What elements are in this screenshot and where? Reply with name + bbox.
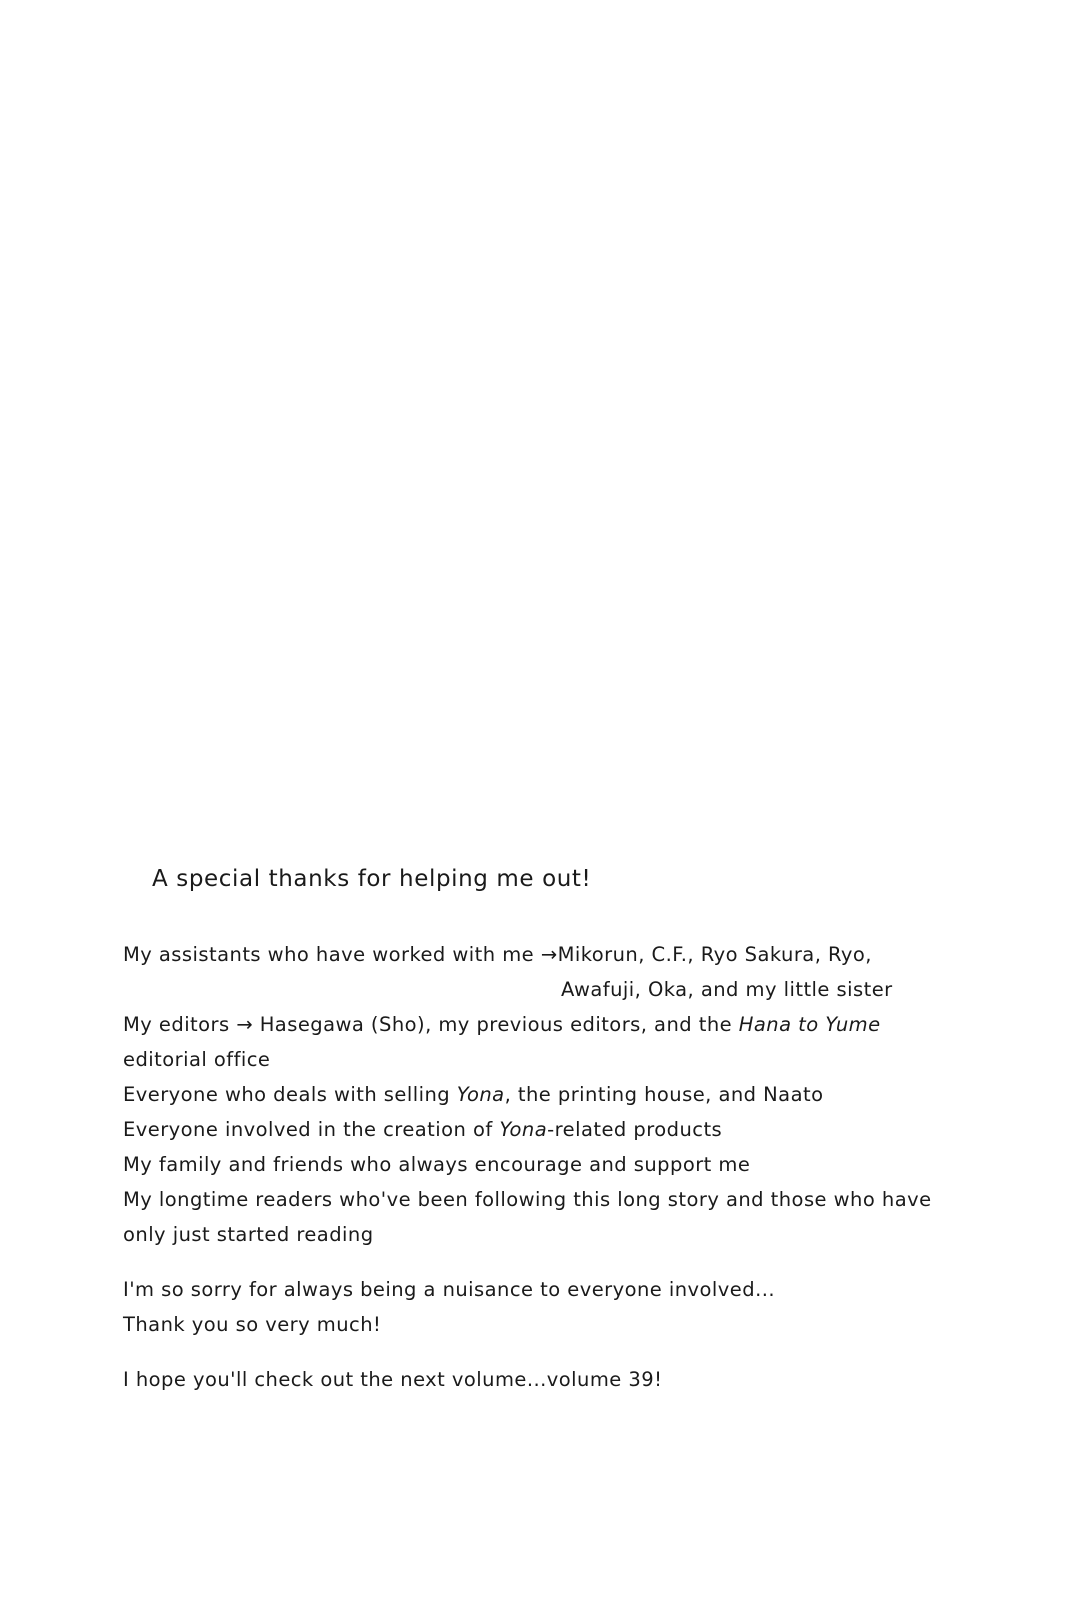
apology-text	[123, 1272, 923, 1342]
credit-products-part-1: Everyone involved in the creation of	[123, 1118, 500, 1141]
closing-text	[123, 1362, 923, 1397]
credit-sellers-part-2: , the printing house, and Naato	[504, 1083, 824, 1106]
credit-products-part-2: -related products	[547, 1118, 723, 1141]
series-title: Yona	[499, 1118, 548, 1141]
credit-sellers-part-1: Everyone who deals with selling	[123, 1083, 457, 1106]
magazine-title: Hana to Yume	[738, 1013, 881, 1036]
credit-readers-line-2: only just started reading	[123, 1223, 374, 1246]
credits-list	[123, 937, 932, 1252]
credit-family: My family and friends who always encourage and support me	[123, 1153, 751, 1176]
apology-line-1: I'm so sorry for always being a nuisance to everyone involved...	[123, 1278, 776, 1301]
credit-readers-line-1: My longtime readers who've been following this long story and those who have	[123, 1188, 932, 1211]
credit-editors-line-2: editorial office	[123, 1048, 271, 1071]
credit-products	[123, 1112, 923, 1147]
credit-editors-lead: My editors → Hasegawa (Sho), my previous editors, and the	[123, 1013, 739, 1036]
credit-sellers	[123, 1077, 923, 1112]
apology-line-2: Thank you so very much!	[123, 1313, 382, 1336]
credit-editors	[123, 1007, 923, 1042]
closing-line: I hope you'll check out the next volume...volume 39!	[123, 1368, 663, 1391]
credit-assistants-names-1: Mikorun, C.F., Ryo Sakura, Ryo,	[557, 943, 872, 966]
credit-assistants-names-2: Awafuji, Oka, and my little sister	[561, 978, 893, 1001]
series-title: Yona	[456, 1083, 505, 1106]
credit-assistants	[123, 937, 923, 972]
credit-assistants-lead: My assistants who have worked with me →	[123, 943, 558, 966]
thanks-heading: A special thanks for helping me out!	[152, 866, 592, 892]
